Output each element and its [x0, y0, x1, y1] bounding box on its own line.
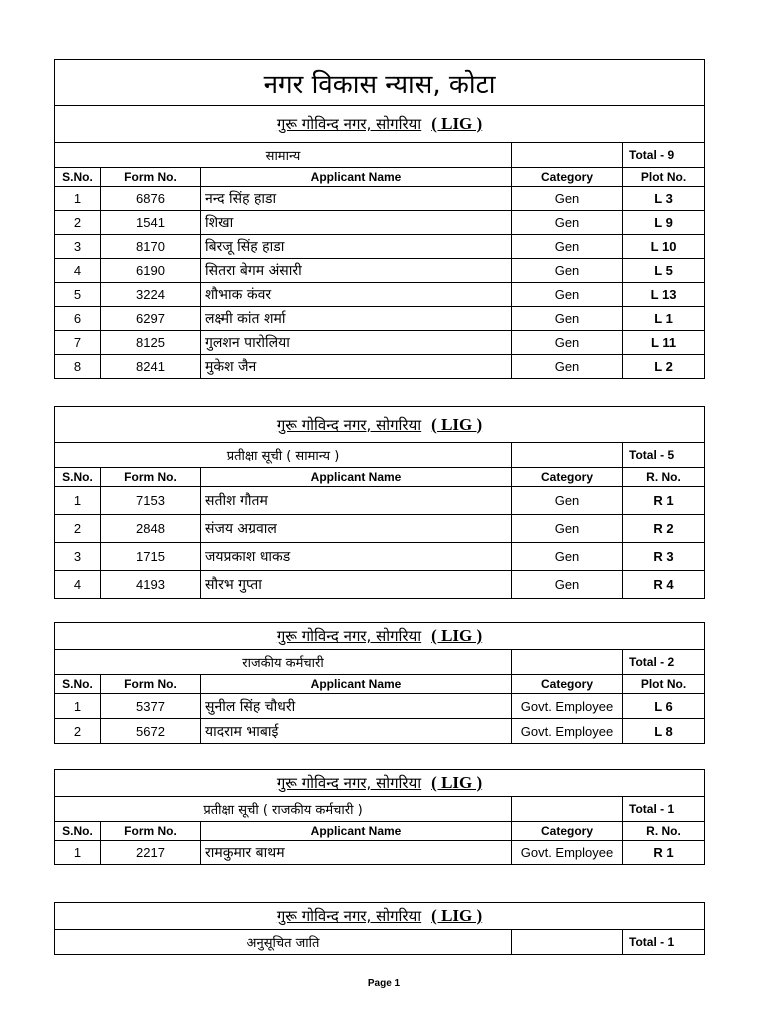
- col-header-sno: S.No.: [55, 675, 101, 694]
- col-header-form: Form No.: [101, 675, 201, 694]
- col-header-category: Category: [512, 822, 623, 841]
- scheme-title: [55, 106, 705, 143]
- cell-form-no: 5377: [101, 694, 201, 719]
- blank-cell: [512, 930, 623, 955]
- cell-form-no: 1715: [101, 543, 201, 571]
- table-row: [55, 515, 705, 543]
- cell-category: Gen: [512, 211, 623, 235]
- cell-category: Gen: [512, 487, 623, 515]
- col-header-form: Form No.: [101, 168, 201, 187]
- scheme-type: ( LIG ): [431, 626, 483, 645]
- cell-plot-no: R 4: [623, 571, 705, 599]
- scheme-title: [55, 770, 705, 797]
- blank-cell: [512, 443, 623, 468]
- cell-sno: 2: [55, 211, 101, 235]
- cell-category: Gen: [512, 571, 623, 599]
- section-total: Total - 9: [623, 143, 705, 168]
- blank-cell: [512, 143, 623, 168]
- scheme-place: गुरू गोविन्द नगर, सोगरिया: [276, 774, 422, 792]
- cell-applicant-name: सतीश गौतम: [201, 487, 512, 515]
- table-row: [55, 283, 705, 307]
- cell-category: Gen: [512, 515, 623, 543]
- cell-category: Gen: [512, 187, 623, 211]
- section-label: प्रतीक्षा सूची ( राजकीय कर्मचारी ): [55, 797, 512, 822]
- allotment-table: [54, 622, 705, 744]
- cell-plot-no: L 1: [623, 307, 705, 331]
- table-row: [55, 235, 705, 259]
- cell-plot-no: L 2: [623, 355, 705, 379]
- section-label: प्रतीक्षा सूची ( सामान्य ): [55, 443, 512, 468]
- blank-cell: [512, 797, 623, 822]
- col-header-plot: Plot No.: [623, 168, 705, 187]
- scheme-title: [55, 407, 705, 443]
- cell-form-no: 6876: [101, 187, 201, 211]
- allotment-block-general: [54, 59, 704, 379]
- cell-sno: 4: [55, 571, 101, 599]
- scheme-type: ( LIG ): [431, 414, 483, 434]
- cell-plot-no: L 13: [623, 283, 705, 307]
- blank-cell: [512, 650, 623, 675]
- cell-applicant-name: गुलशन पारोलिया: [201, 331, 512, 355]
- cell-plot-no: R 1: [623, 841, 705, 865]
- allotment-block-waitlist-govt: [54, 769, 704, 865]
- table-row: [55, 719, 705, 744]
- scheme-place: गुरू गोविन्द नगर, सोगरिया: [276, 907, 422, 925]
- table-header: [55, 822, 705, 841]
- col-header-name: Applicant Name: [201, 168, 512, 187]
- cell-form-no: 8241: [101, 355, 201, 379]
- allotment-block-sc: [54, 902, 704, 955]
- cell-form-no: 1541: [101, 211, 201, 235]
- cell-applicant-name: मुकेश जैन: [201, 355, 512, 379]
- cell-plot-no: L 11: [623, 331, 705, 355]
- cell-form-no: 8125: [101, 331, 201, 355]
- cell-form-no: 8170: [101, 235, 201, 259]
- allotment-table: [54, 769, 705, 865]
- cell-plot-no: L 5: [623, 259, 705, 283]
- scheme-place: गुरू गोविन्द नगर, सोगरिया: [276, 415, 422, 434]
- cell-category: Gen: [512, 307, 623, 331]
- cell-category: Gen: [512, 543, 623, 571]
- col-header-sno: S.No.: [55, 822, 101, 841]
- table-row: [55, 841, 705, 865]
- table-row: [55, 355, 705, 379]
- scheme-type: ( LIG ): [431, 773, 483, 792]
- cell-form-no: 3224: [101, 283, 201, 307]
- page-title: नगर विकास न्यास, कोटा: [55, 60, 705, 106]
- section-total: Total - 1: [623, 930, 705, 955]
- cell-category: Gen: [512, 355, 623, 379]
- cell-plot-no: L 3: [623, 187, 705, 211]
- col-header-category: Category: [512, 168, 623, 187]
- cell-plot-no: L 10: [623, 235, 705, 259]
- col-header-category: Category: [512, 675, 623, 694]
- cell-sno: 1: [55, 487, 101, 515]
- section-total: Total - 1: [623, 797, 705, 822]
- col-header-form: Form No.: [101, 822, 201, 841]
- table-header: [55, 168, 705, 187]
- cell-sno: 1: [55, 187, 101, 211]
- cell-plot-no: L 9: [623, 211, 705, 235]
- col-header-rno: R. No.: [623, 822, 705, 841]
- scheme-type: ( LIG ): [431, 906, 483, 925]
- cell-plot-no: L 8: [623, 719, 705, 744]
- col-header-category: Category: [512, 468, 623, 487]
- col-header-sno: S.No.: [55, 168, 101, 187]
- cell-sno: 6: [55, 307, 101, 331]
- col-header-name: Applicant Name: [201, 468, 512, 487]
- cell-applicant-name: बिरजू सिंह हाडा: [201, 235, 512, 259]
- cell-plot-no: R 1: [623, 487, 705, 515]
- table-row: [55, 571, 705, 599]
- cell-applicant-name: लक्ष्मी कांत शर्मा: [201, 307, 512, 331]
- allotment-table: [54, 59, 705, 379]
- cell-form-no: 7153: [101, 487, 201, 515]
- scheme-place: गुरू गोविन्द नगर, सोगरिया: [276, 627, 422, 645]
- col-header-name: Applicant Name: [201, 675, 512, 694]
- cell-applicant-name: शौभाक कंवर: [201, 283, 512, 307]
- cell-form-no: 5672: [101, 719, 201, 744]
- table-row: [55, 211, 705, 235]
- table-header: [55, 468, 705, 487]
- cell-form-no: 6190: [101, 259, 201, 283]
- allotment-table: [54, 406, 705, 599]
- scheme-title: [55, 623, 705, 650]
- section-total: Total - 2: [623, 650, 705, 675]
- table-row: [55, 694, 705, 719]
- cell-category: Govt. Employee: [512, 694, 623, 719]
- allotment-block-govt: [54, 622, 704, 744]
- col-header-sno: S.No.: [55, 468, 101, 487]
- table-header: [55, 675, 705, 694]
- cell-applicant-name: शिखा: [201, 211, 512, 235]
- section-label: सामान्य: [55, 143, 512, 168]
- cell-applicant-name: नन्द सिंह हाडा: [201, 187, 512, 211]
- cell-plot-no: R 2: [623, 515, 705, 543]
- cell-sno: 1: [55, 841, 101, 865]
- cell-sno: 3: [55, 543, 101, 571]
- cell-plot-no: L 6: [623, 694, 705, 719]
- scheme-title: [55, 903, 705, 930]
- cell-category: Gen: [512, 283, 623, 307]
- col-header-rno: R. No.: [623, 468, 705, 487]
- scheme-place: गुरू गोविन्द नगर, सोगरिया: [276, 115, 422, 133]
- cell-sno: 2: [55, 719, 101, 744]
- cell-form-no: 2217: [101, 841, 201, 865]
- cell-category: Gen: [512, 331, 623, 355]
- cell-applicant-name: जयप्रकाश धाकड: [201, 543, 512, 571]
- table-row: [55, 487, 705, 515]
- cell-form-no: 2848: [101, 515, 201, 543]
- cell-sno: 5: [55, 283, 101, 307]
- cell-category: Gen: [512, 259, 623, 283]
- cell-applicant-name: सितरा बेगम अंसारी: [201, 259, 512, 283]
- section-label: राजकीय कर्मचारी: [55, 650, 512, 675]
- cell-category: Gen: [512, 235, 623, 259]
- cell-sno: 2: [55, 515, 101, 543]
- table-row: [55, 307, 705, 331]
- cell-plot-no: R 3: [623, 543, 705, 571]
- cell-category: Govt. Employee: [512, 719, 623, 744]
- col-header-form: Form No.: [101, 468, 201, 487]
- allotment-table: [54, 902, 705, 955]
- cell-sno: 4: [55, 259, 101, 283]
- table-row: [55, 187, 705, 211]
- cell-sno: 3: [55, 235, 101, 259]
- table-row: [55, 543, 705, 571]
- allotment-block-waitlist-general: [54, 406, 704, 599]
- cell-form-no: 4193: [101, 571, 201, 599]
- table-row: [55, 259, 705, 283]
- cell-applicant-name: सुनील सिंह चौधरी: [201, 694, 512, 719]
- col-header-name: Applicant Name: [201, 822, 512, 841]
- cell-applicant-name: यादराम भाबाई: [201, 719, 512, 744]
- section-total: Total - 5: [623, 443, 705, 468]
- table-row: [55, 331, 705, 355]
- cell-category: Govt. Employee: [512, 841, 623, 865]
- scheme-type: ( LIG ): [431, 114, 483, 133]
- cell-applicant-name: संजय अग्रवाल: [201, 515, 512, 543]
- cell-sno: 8: [55, 355, 101, 379]
- col-header-plot: Plot No.: [623, 675, 705, 694]
- cell-applicant-name: रामकुमार बाथम: [201, 841, 512, 865]
- cell-applicant-name: सौरभ गुप्ता: [201, 571, 512, 599]
- cell-sno: 1: [55, 694, 101, 719]
- page-footer: Page 1: [367, 978, 401, 989]
- section-label: अनुसूचित जाति: [55, 930, 512, 955]
- cell-sno: 7: [55, 331, 101, 355]
- cell-form-no: 6297: [101, 307, 201, 331]
